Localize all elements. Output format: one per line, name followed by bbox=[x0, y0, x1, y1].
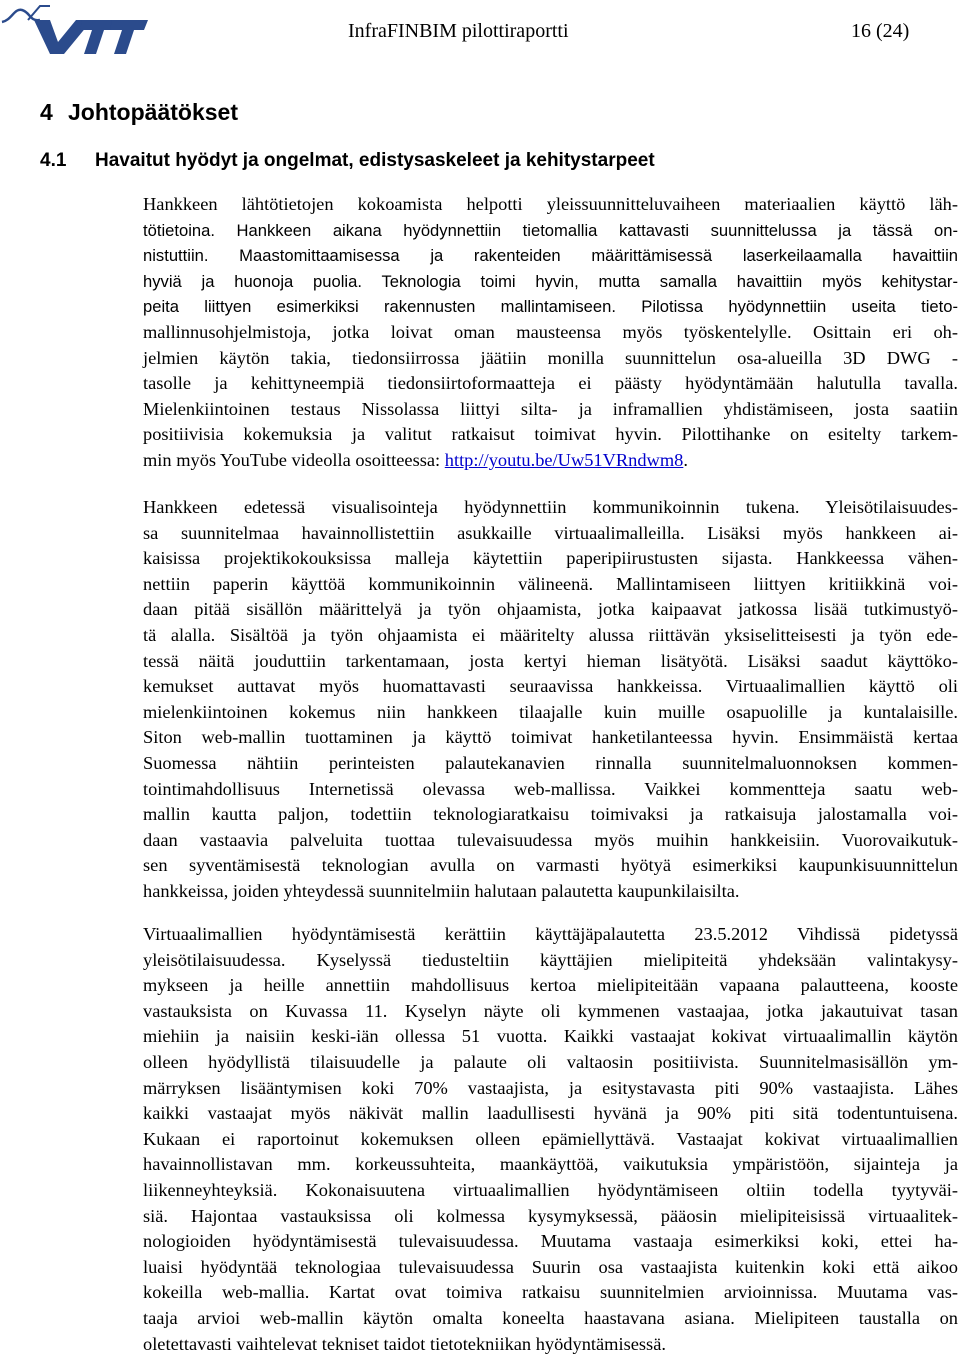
text-line: Mielenkiintoinen testaus Nissolassa liittyi silta- ja inframallien yhdistämiseen, josta saatiin bbox=[143, 397, 958, 423]
text-line: yleisötilaisuudessa. Kyselyssä tiedusteltiin käyttäjien mielipiteitä yhdeksään valintakysy- bbox=[143, 948, 958, 974]
paragraph-3 bbox=[143, 922, 958, 1357]
text-line: tä alalla. Sisältöä ja työn ohjaamista ei määritelty alussa riittävän yksiselitteisesti ja työn ede- bbox=[143, 623, 958, 649]
section-number: 4.1 bbox=[40, 148, 95, 174]
text-line: nologioiden hyödyntämisestä tulevaisuudessa. Muutama vastaaja esimerkiksi koki, ettei ha- bbox=[143, 1229, 958, 1255]
text-line: daan pitää sisällön määrittelyä ja työn ohjaamista, jotka kaipaavat jatkossa lisää tutkimustyö- bbox=[143, 597, 958, 623]
text-line: luaisi hyödyntää teknologiaa tulevaisuudessa Suurin osa vastaajista kuitenkin koki että aikoo bbox=[143, 1255, 958, 1281]
text-line: tessä näitä jouduttiin tarkentamaan, josta kertyi hieman lisätyötä. Lisäksi saadut käyttöko- bbox=[143, 649, 958, 675]
text-line: hyviä ja huonoja puolia. Teknologia toimi hyvin, mutta samalla havaittiin myös kehitystar- bbox=[143, 269, 958, 295]
chapter-title: Johtopäätökset bbox=[68, 99, 238, 125]
section-heading bbox=[40, 148, 655, 174]
text-line: jelmien käytön takia, tiedonsiirrossa jäätiin monilla suunnittelun osa-alueilla 3D DWG - bbox=[143, 346, 958, 372]
section-title: Havaitut hyödyt ja ongelmat, edistysaskeleet ja kehitystarpeet bbox=[95, 150, 655, 171]
text-line: tasolle ja kehittyneempiä tiedonsiirtoformaatteja ei päästy hyödyntämään halutulla tavalla. bbox=[143, 371, 958, 397]
text-line: mallin kautta paljon, todettiin teknologiaratkaisu toimivaksi ja ratkaisuja jalostamalla voi- bbox=[143, 802, 958, 828]
page-number: 16 (24) bbox=[851, 18, 909, 44]
text-line: kaikki vastaajat myös näkivät mallin laadullisesti hyvänä ja 90% piti sitä todentuntuisena. bbox=[143, 1101, 958, 1127]
text-line: hankkeissa, joiden yhteydessä suunnitelmiin halutaan palautetta kaupunkilaisilta. bbox=[143, 879, 958, 905]
text-line: kemukset auttavat myös huomattavasti seuraavissa hankkeissa. Virtuaalimallien käyttö oli bbox=[143, 674, 958, 700]
text-line: vastauksista on Kuvassa 11. Kyselyn näyte oli kymmenen vastaajaa, jotka jakautuivat tasan bbox=[143, 999, 958, 1025]
vtt-logo-mark bbox=[0, 0, 150, 60]
text-line: märryksen lisääntymisen koki 70% vastaajista, ja esitystavasta piti 90% vastaajista. Lähes bbox=[143, 1076, 958, 1102]
text-line: nistuttiin. Maastomittaamisessa ja rakenteiden määrittämisessä laserkeilaamalla havaittiin bbox=[143, 243, 958, 269]
text-line: mielenkiintoinen kokemus niin hankkeen tilaajalle kuin muille osapuolille ja kuntalaisille. bbox=[143, 700, 958, 726]
text-line: Suomessa nähtiin perinteisten palautekanavien rinnalla suunnitelmaluonnoksen kommen- bbox=[143, 751, 958, 777]
text-line: sa suunnitelmaa havainnollistettiin asukkaille virtuaalimalleilla. Lisäksi myös hankkeen ai- bbox=[143, 521, 958, 547]
text-line: Hankkeen lähtötietojen kokoamista helpotti yleissuunnitteluvaiheen materiaalien käyttö läh- bbox=[143, 192, 958, 218]
text-line: Siton web-mallin tuottaminen ja käyttö toimivat hanketilanteessa hyvin. Ensimmäistä kertaa bbox=[143, 725, 958, 751]
youtube-link[interactable]: http://youtu.be/Uw51VRndwm8 bbox=[445, 450, 684, 470]
text-line: tötietoina. Hankkeen aikana hyödynnettiin tietomallia kattavasti suunnittelussa ja tässä on- bbox=[143, 218, 958, 244]
text-line bbox=[143, 448, 958, 474]
chapter-heading bbox=[40, 97, 238, 127]
chapter-number: 4 bbox=[40, 97, 68, 127]
text-line: positiivisia kokemuksia ja valitut ratkaisut toimivat hyvin. Pilottihanke on esitelty tarkem- bbox=[143, 422, 958, 448]
text-line: tointimahdollisuus Internetissä olevassa web-mallissa. Vaikkei kommentteja saatu web- bbox=[143, 777, 958, 803]
paragraph-2 bbox=[143, 495, 958, 905]
paragraph-1 bbox=[143, 192, 958, 474]
text-line: siä. Hajontaa vastauksissa oli kolmessa kysymyksessä, pääosin mielipiteisissä virtuaalitek- bbox=[143, 1204, 958, 1230]
text-line: taaja arvioi web-mallin käytön omalta koneelta haastavana asiana. Mielipiteen taustalla on bbox=[143, 1306, 958, 1332]
text-line: daan vastaavia palveluita tuottaa tulevaisuudessa myös muihin hankkeisiin. Vuorovaikutuk- bbox=[143, 828, 958, 854]
text-line: kaisissa projektikokouksissa malleja käytettiin paperipiirustusten sijasta. Hankkeessa vähen- bbox=[143, 546, 958, 572]
text-line: sen syventämisestä teknologian avulla on varmasti hyötyä esimerkiksi kaupunkisuunnittelun bbox=[143, 853, 958, 879]
text-line: nettiin paperin käyttöä kommunikoinnin välineenä. Mallintamiseen liittyen kritiikkinä voi- bbox=[143, 572, 958, 598]
text-line: miehiin ja naisiin keski-iän ollessa 51 vuotta. Kaikki vastaajat kokivat virtuaalimallin käytön bbox=[143, 1024, 958, 1050]
text-line: oletettavasti vaihtelevat tekniset taidot tietotekniikan hyödyntämisessä. bbox=[143, 1332, 958, 1357]
text-line: mallinnusohjelmistoja, jotka loivat oman mausteensa myös työskentelylle. Osittain eri oh- bbox=[143, 320, 958, 346]
text-line: kokeilla web-mallia. Kartat ovat toimiva ratkaisu suunnitelmien arvioinnissa. Muutama vas- bbox=[143, 1280, 958, 1306]
link-prefix: min myös YouTube videolla osoitteessa: bbox=[143, 450, 445, 470]
link-suffix: . bbox=[683, 450, 688, 470]
text-line: Hankkeen edetessä visualisointeja hyödynnettiin kommunikoinnin tukena. Yleisötilaisuudes- bbox=[143, 495, 958, 521]
vtt-logo bbox=[0, 0, 150, 60]
text-line: peita liittyen esimerkiksi rakennusten mallintamiseen. Pilotissa hyödynnettiin useita tieto- bbox=[143, 294, 958, 320]
text-line: mykseen ja heille annettiin mahdollisuus kertoa mielipiteitään vapaana palautteena, kooste bbox=[143, 973, 958, 999]
text-line: liikenneyhteyksiä. Kokonaisuutena virtuaalimallien hyödyntämiseen oltiin todella tyytyväi- bbox=[143, 1178, 958, 1204]
text-line: olleen hyödyllistä tilaisuudelle ja palaute oli valtaosin positiivista. Suunnitelmasisällön ym- bbox=[143, 1050, 958, 1076]
text-line: havainnollistavan mm. korkeussuhteita, maankäyttöä, vaikutuksia ympäristöön, sijainteja ja bbox=[143, 1152, 958, 1178]
document-title: InfraFINBIM pilottiraportti bbox=[348, 18, 569, 44]
text-line: Kukaan ei raportoinut kokemuksen olleen epämiellyttävä. Vastaajat kokivat virtuaalimallien bbox=[143, 1127, 958, 1153]
text-line: Virtuaalimallien hyödyntämisestä kerättiin käyttäjäpalautetta 23.5.2012 Vihdissä pidetyssä bbox=[143, 922, 958, 948]
